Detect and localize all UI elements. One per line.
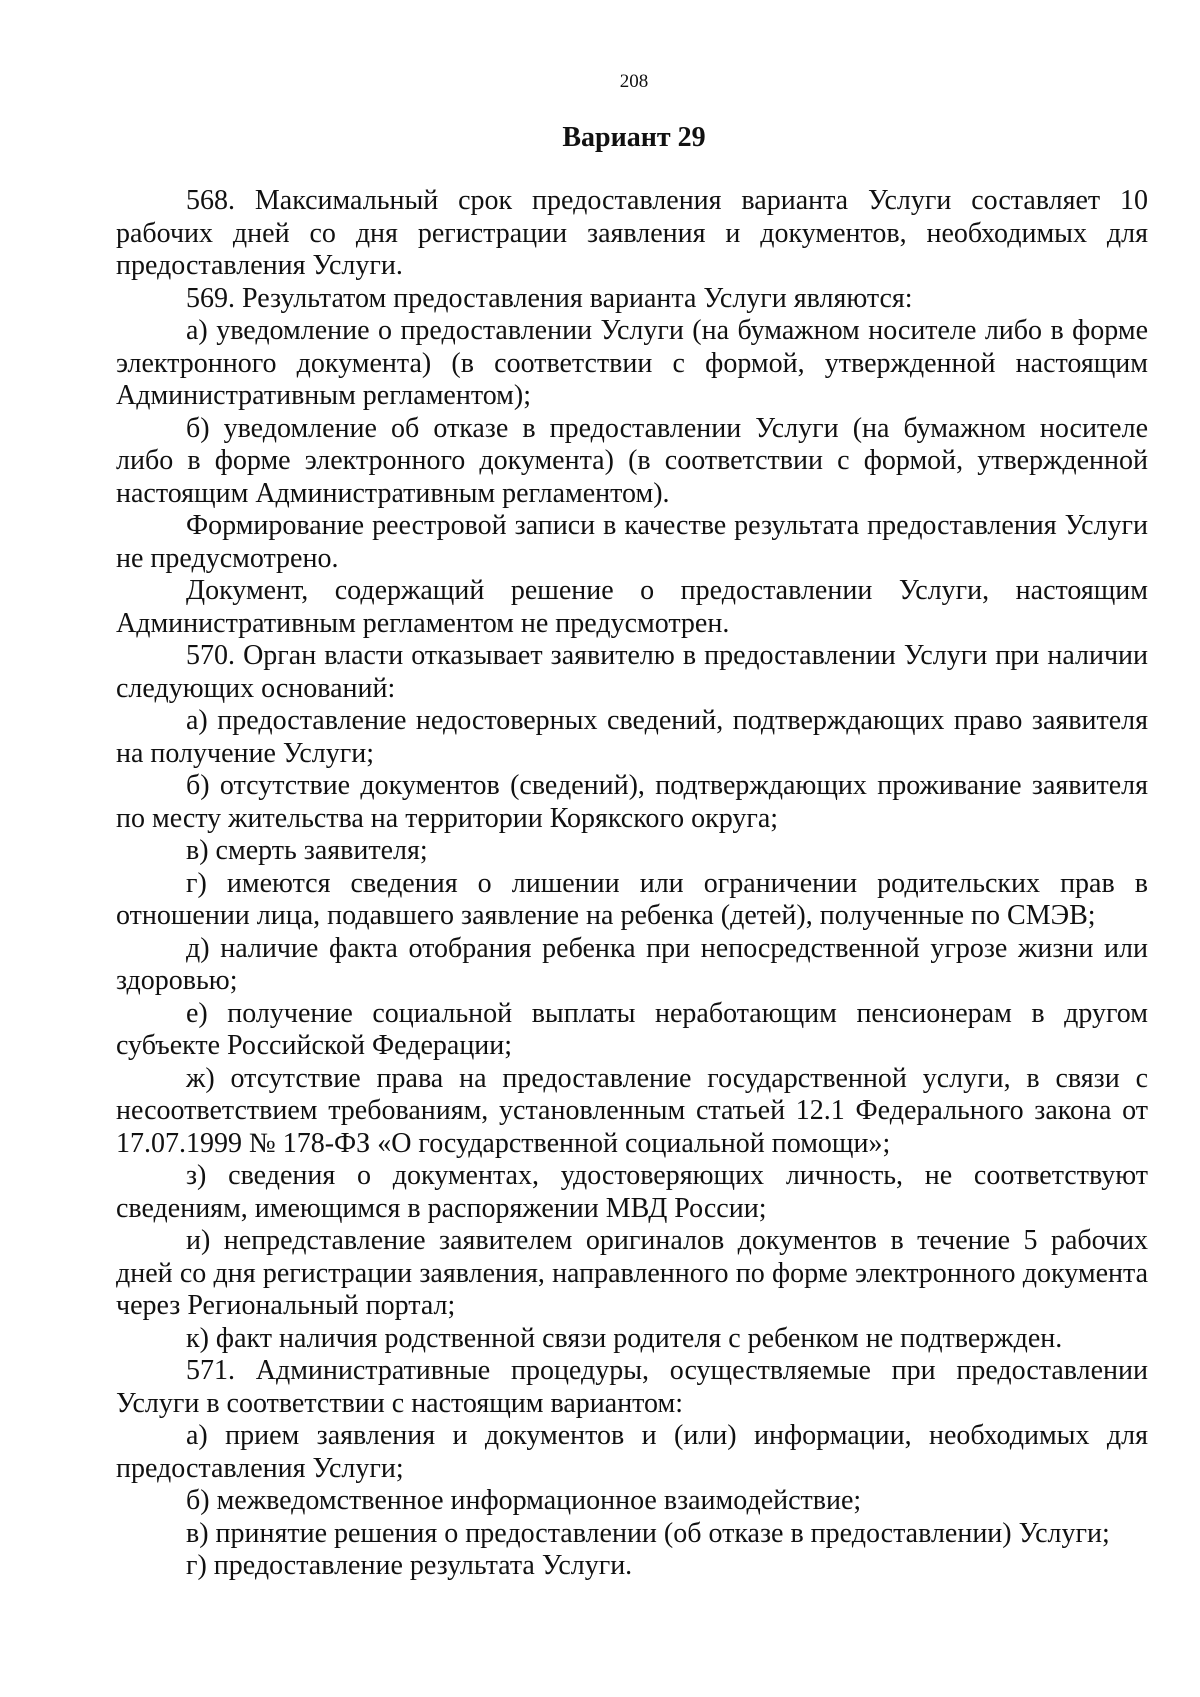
paragraph-570-v: в) смерть заявителя; bbox=[186, 835, 428, 866]
paragraph-571-a: а) прием заявления и документов и (или) информации, необходимых для предоставления Услуги; bbox=[116, 1420, 1148, 1484]
paragraph-decision-document-note: Документ, содержащий решение о предоставлении Услуги, настоящим Административным регламентом не предусмотрен. bbox=[116, 575, 1148, 639]
paragraph-571-v: в) принятие решения о предоставлении (об отказе в предоставлении) Услуги; bbox=[186, 1517, 1110, 1549]
paragraph-569-a: а) уведомление о предоставлении Услуги (на бумажном носителе либо в форме электронного документа) (в соответствии с формой, утвержденной настоящим Административным регламентом); bbox=[116, 315, 1148, 411]
section-title: Вариант 29 bbox=[562, 122, 706, 153]
paragraph-571: 571. Административные процедуры, осуществляемые при предоставлении Услуги в соответствии с настоящим вариантом: bbox=[116, 1355, 1148, 1419]
paragraph-570-zh: ж) отсутствие права на предоставление государственной услуги, в связи с несоответствием требованиям, установленным статьей 12.1 Федерального закона от 17.07.1999 № 178-ФЗ «О государственной социальной помощи»; bbox=[116, 1062, 1148, 1159]
paragraph-570-g: г) имеются сведения о лишении или ограничении родительских прав в отношении лица, подавшего заявление на ребенка (детей), полученные по СМЭВ; bbox=[116, 867, 1148, 931]
paragraph-570-b: б) отсутствие документов (сведений), подтверждающих проживание заявителя по месту жительства на территории Корякского округа; bbox=[116, 770, 1148, 834]
paragraph-569: 569. Результатом предоставления варианта Услуги являются: bbox=[186, 282, 913, 314]
paragraph-570-z: з) сведения о документах, удостоверяющих личность, не соответствуют сведениям, имеющимся в распоряжении МВД России; bbox=[116, 1160, 1148, 1224]
paragraph-registry-note: Формирование реестровой записи в качестве результата предоставления Услуги не предусмотрено. bbox=[116, 510, 1148, 574]
document-body bbox=[116, 185, 1148, 1583]
paragraph-570-e: е) получение социальной выплаты неработающим пенсионерам в другом субъекте Российской Федерации; bbox=[116, 997, 1148, 1061]
paragraph-570-a: а) предоставление недостоверных сведений, подтверждающих право заявителя на получение Услуги; bbox=[116, 705, 1148, 769]
paragraph-568: 568. Максимальный срок предоставления варианта Услуги составляет 10 рабочих дней со дня регистрации заявления и документов, необходимых для предоставления Услуги. bbox=[116, 185, 1148, 281]
paragraph-569-b: б) уведомление об отказе в предоставлении Услуги (на бумажном носителе либо в форме электронного документа) (в соответствии с формой, утвержденной настоящим Административным регламентом). bbox=[116, 412, 1148, 509]
paragraph-570-k: к) факт наличия родственной связи родителя с ребенком не подтвержден. bbox=[186, 1322, 1063, 1354]
paragraph-570-d: д) наличие факта отобрания ребенка при непосредственной угрозе жизни или здоровью; bbox=[116, 932, 1148, 996]
paragraph-570-i: и) непредставление заявителем оригиналов документов в течение 5 рабочих дней со дня регистрации заявления, направленного по форме электронного документа через Региональный портал; bbox=[116, 1225, 1148, 1321]
paragraph-571-g: г) предоставление результата Услуги. bbox=[186, 1550, 633, 1581]
page-number: 208 bbox=[619, 71, 649, 92]
paragraph-570: 570. Орган власти отказывает заявителю в предоставлении Услуги при наличии следующих оснований: bbox=[116, 640, 1148, 704]
paragraph-571-b: б) межведомственное информационное взаимодействие; bbox=[186, 1485, 862, 1516]
